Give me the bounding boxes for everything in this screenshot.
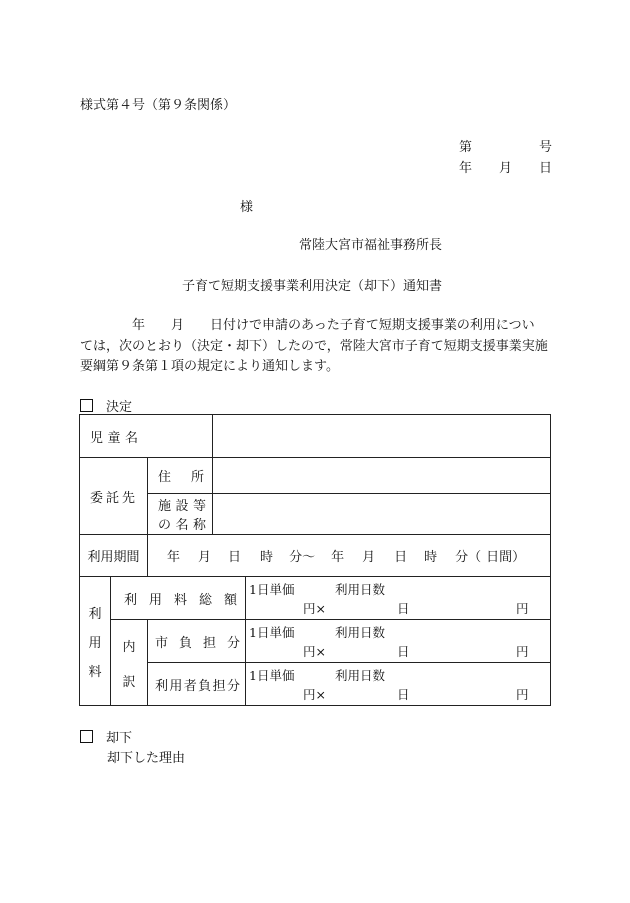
unit-price-label: 1日単価 bbox=[249, 582, 295, 597]
address-field[interactable] bbox=[213, 458, 551, 494]
row-child-name bbox=[80, 415, 551, 458]
total-fee-calc[interactable] bbox=[246, 577, 551, 620]
date-month: 月 bbox=[499, 161, 513, 176]
period-label: 利用期間 bbox=[80, 535, 148, 577]
yen-unit: 円 bbox=[516, 687, 529, 702]
decision-checkbox[interactable] bbox=[80, 399, 93, 412]
consignee-label: 委 託 先 bbox=[80, 458, 148, 535]
unit-price-label: 1日単価 bbox=[249, 625, 295, 640]
days-label: 利用日数 bbox=[335, 625, 386, 640]
facility-name-label: 施 設 等 の 名 称 bbox=[148, 494, 213, 535]
user-share-calc[interactable] bbox=[246, 663, 551, 706]
address-label: 住 所 bbox=[148, 458, 213, 494]
days-label: 利用日数 bbox=[335, 582, 386, 597]
total-fee-label: 利 用 料 総 額 bbox=[111, 577, 246, 620]
unit-price-label: 1日単価 bbox=[249, 668, 295, 683]
date-year: 年 bbox=[459, 161, 473, 176]
city-share-label: 市 負 担 分 bbox=[148, 620, 246, 663]
city-share-calc[interactable] bbox=[246, 620, 551, 663]
rejection-checkbox[interactable] bbox=[80, 730, 93, 743]
decision-table bbox=[79, 414, 551, 706]
decision-section-header bbox=[80, 396, 132, 415]
rejection-label: 却下 bbox=[106, 731, 133, 746]
period-field[interactable]: 年 月 日 時 分〜 年 月 日 時 分（ 日間） bbox=[148, 535, 551, 577]
body-text bbox=[80, 316, 552, 378]
issuer: 常陸大宮市福祉事務所長 bbox=[299, 238, 443, 253]
row-user-share bbox=[80, 663, 551, 706]
body-line-3: 要綱第９条第１項の規定により通知します。 bbox=[80, 359, 339, 374]
row-period bbox=[80, 535, 551, 577]
rejection-section-header bbox=[80, 727, 132, 746]
row-address bbox=[80, 458, 551, 494]
form-number: 様式第４号（第９条関係） bbox=[80, 98, 237, 113]
yen-unit: 円 bbox=[516, 601, 529, 616]
doc-number-suffix: 号 bbox=[539, 140, 553, 155]
day-unit: 日 bbox=[397, 601, 410, 616]
addressee-suffix: 様 bbox=[240, 200, 254, 215]
document-title: 子育て短期支援事業利用決定（却下）通知書 bbox=[182, 279, 443, 294]
child-name-field[interactable] bbox=[213, 415, 551, 458]
yen-times: 円× bbox=[303, 644, 326, 659]
yen-times: 円× bbox=[303, 601, 326, 616]
decision-label: 決定 bbox=[106, 400, 133, 415]
doc-number-prefix: 第 bbox=[459, 140, 473, 155]
yen-unit: 円 bbox=[516, 644, 529, 659]
body-line-2: ては，次のとおり（決定・却下）したので，常陸大宮市子育て短期支援事業実施 bbox=[80, 338, 548, 354]
fee-label: 利 用 料 bbox=[80, 577, 111, 706]
row-city-share bbox=[80, 620, 551, 663]
day-unit: 日 bbox=[397, 687, 410, 702]
rejection-reason-label: 却下した理由 bbox=[107, 751, 186, 766]
facility-name-field[interactable] bbox=[213, 494, 551, 535]
date-day: 日 bbox=[539, 161, 553, 176]
body-line-1: 年 月 日付けで申請のあった子育て短期支援事業の利用につい bbox=[80, 318, 535, 333]
day-unit: 日 bbox=[397, 644, 410, 659]
breakdown-label: 内 訳 bbox=[111, 620, 148, 706]
row-total-fee bbox=[80, 577, 551, 620]
user-share-label: 利 用 者 負 担 分 bbox=[148, 663, 246, 706]
row-facility bbox=[80, 494, 551, 535]
yen-times: 円× bbox=[303, 687, 326, 702]
child-name-label: 児 童 名 bbox=[80, 415, 213, 458]
days-label: 利用日数 bbox=[335, 668, 386, 683]
